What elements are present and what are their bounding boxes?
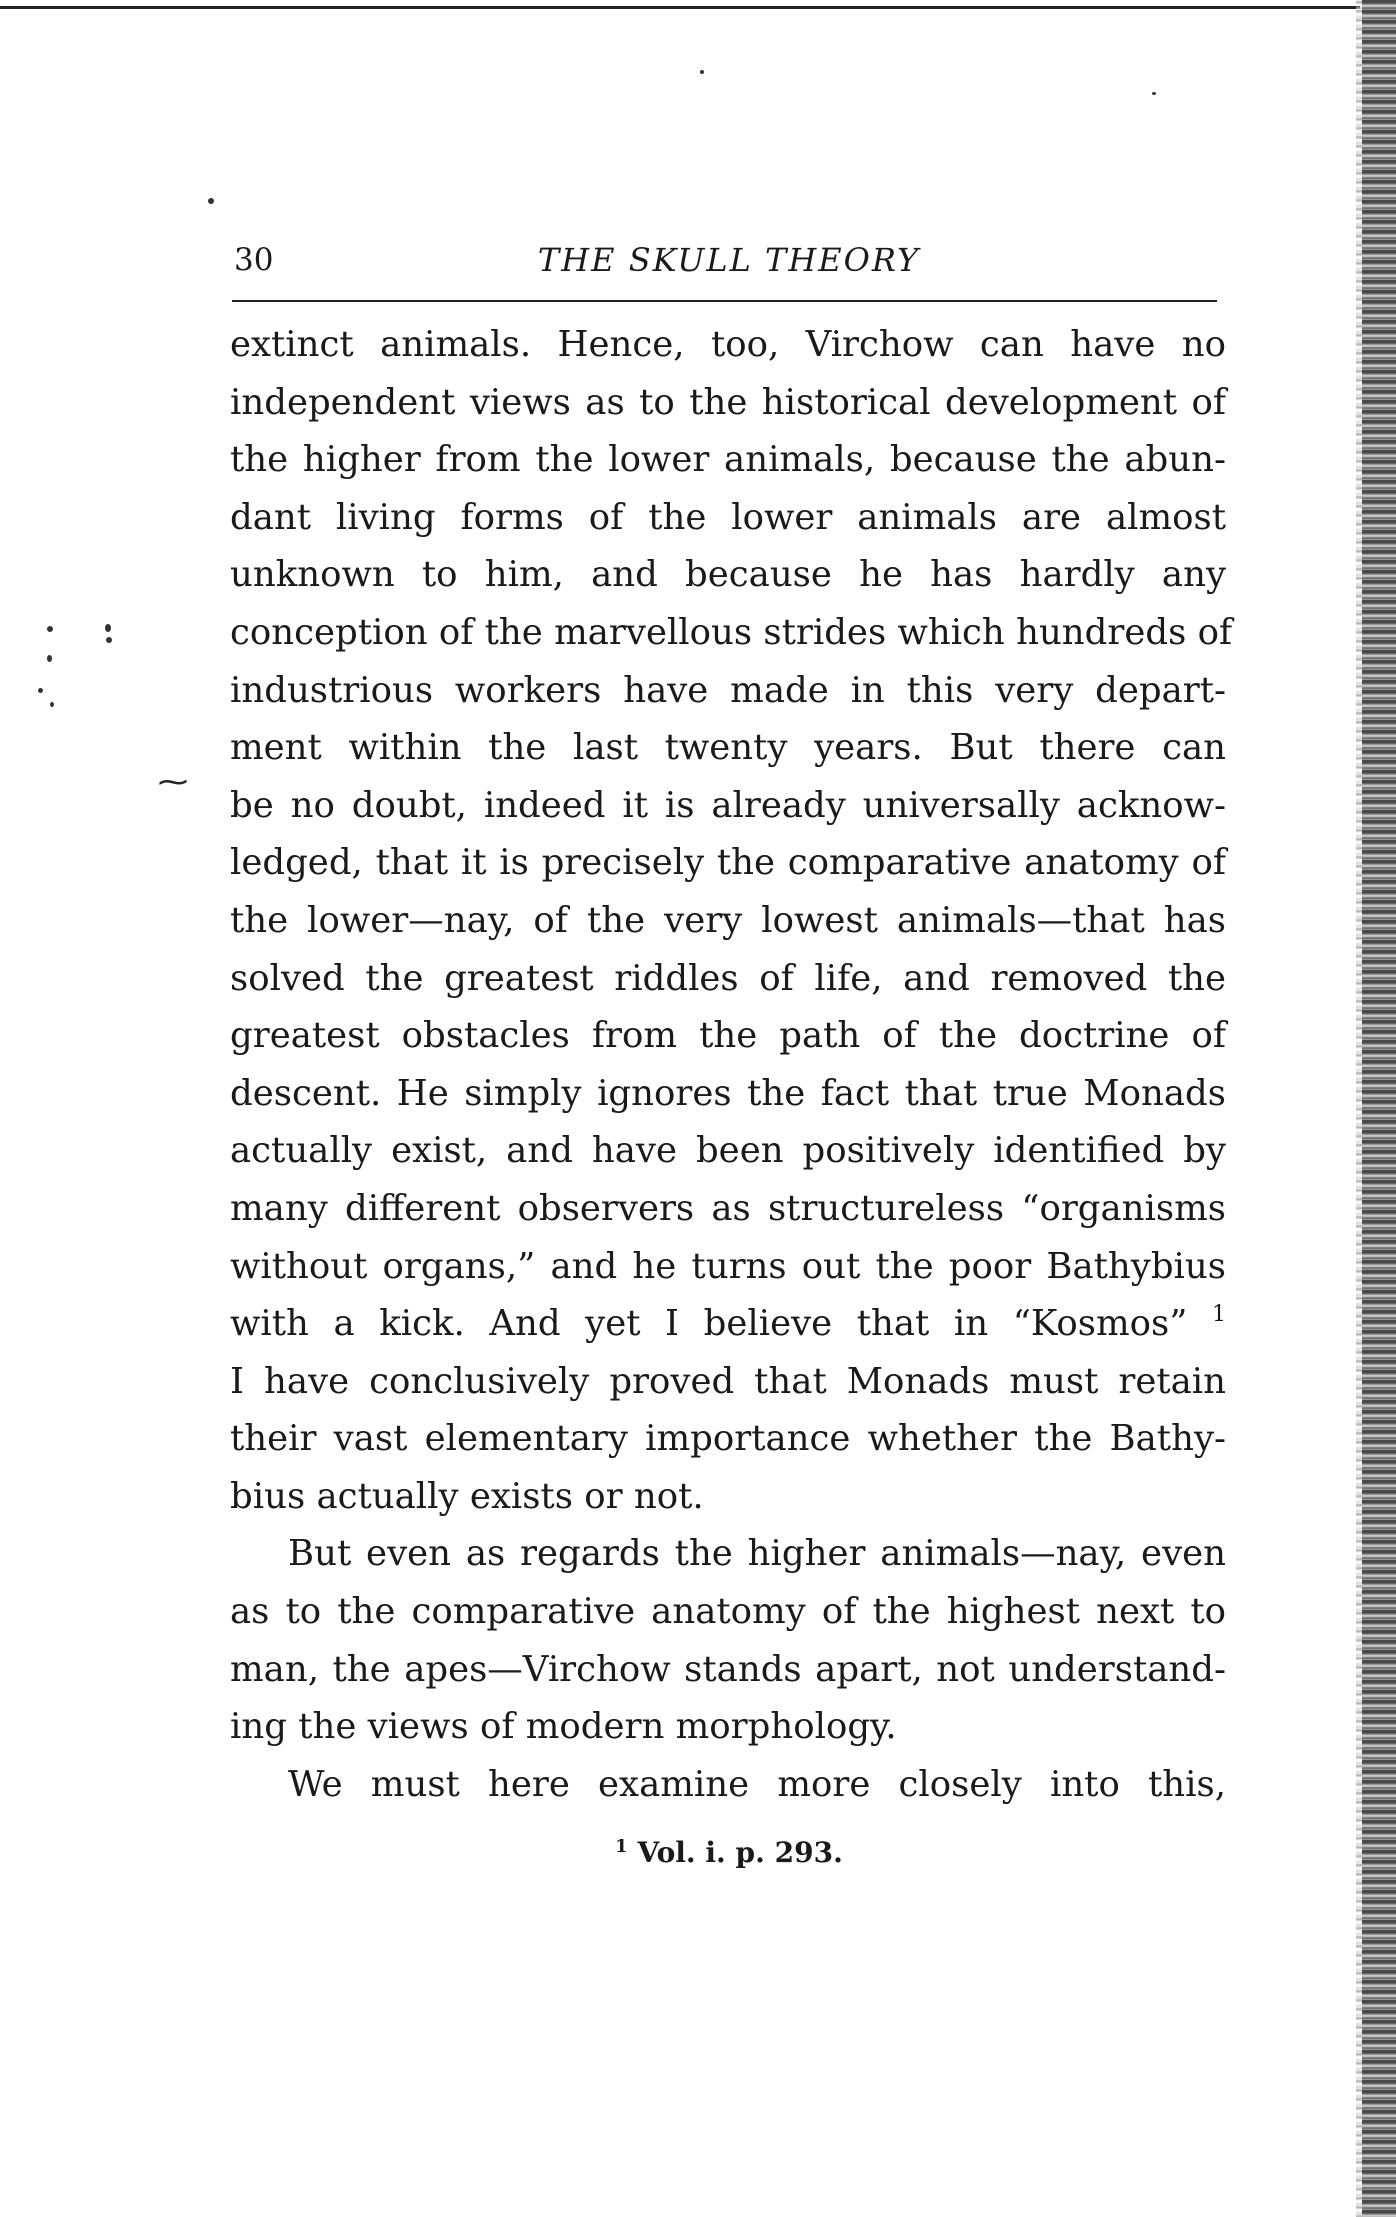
footnote <box>230 1829 1228 1871</box>
ink-speck <box>47 626 53 632</box>
text-line: as to the comparative anatomy of the highest next to <box>230 1591 1226 1633</box>
text-line: ing the views of modern morphology. <box>230 1706 897 1748</box>
ink-speck <box>47 655 52 662</box>
text-line: many different observers as structureless “organisms <box>230 1187 1226 1229</box>
text-line: greatest obstacles from the path of the doctrine of <box>230 1015 1226 1057</box>
ink-speck <box>105 624 111 632</box>
ink-speck <box>38 688 43 693</box>
text-line: ment within the last twenty years. But there can <box>230 727 1226 769</box>
text-line: ledged, that it is precisely the comparative anatomy of <box>230 842 1226 884</box>
page-top-edge <box>0 6 1360 9</box>
text-line: industrious workers have made in this very depart- <box>230 669 1226 711</box>
text-line: without organs,” and he turns out the poor Bathybius <box>230 1245 1226 1287</box>
text-line: descent. He simply ignores the fact that true Monads <box>230 1072 1226 1114</box>
book-spine-edge <box>1362 0 1396 2217</box>
text-line: solved the greatest riddles of life, and removed the <box>230 957 1226 999</box>
text-line: dant living forms of the lower animals are almost <box>230 496 1226 538</box>
page-number: 30 <box>234 242 274 278</box>
text-line-with-footnote <box>230 1295 1226 1353</box>
text-line: the lower—nay, of the very lowest animals—that has <box>230 899 1226 941</box>
margin-tick-mark: ⁓ <box>158 765 188 800</box>
paragraph-1 <box>230 316 1233 1525</box>
ink-speck <box>1152 92 1156 95</box>
text-line: extinct animals. Hence, too, Virchow can have no <box>230 324 1226 365</box>
ink-speck <box>50 702 54 707</box>
text-line: independent views as to the historical development of <box>230 381 1226 423</box>
footnote-text: Vol. i. p. 293. <box>637 1836 843 1870</box>
ink-speck <box>208 198 214 204</box>
text-line: man, the apes—Virchow stands apart, not understand- <box>230 1648 1226 1690</box>
text-line: actually exist, and have been positively identified by <box>230 1130 1226 1172</box>
text-line: unknown to him, and because he has hardly any <box>230 554 1226 596</box>
ink-speck <box>106 637 112 643</box>
paragraph-2 <box>230 1525 1226 1755</box>
text-line: But even as regards the higher animals—nay, even <box>288 1533 1226 1575</box>
running-head <box>230 238 1228 282</box>
footnote-marker: 1 <box>615 1836 628 1858</box>
text-line: their vast elementary importance whether the Bathy- <box>230 1418 1226 1460</box>
running-title: THE SKULL THEORY <box>537 241 921 279</box>
text-line: the higher from the lower animals, because the abun- <box>230 439 1226 481</box>
body-text <box>230 316 1233 1813</box>
text-line: We must here examine more closely into this, <box>288 1763 1226 1805</box>
text-line: bius actually exists or not. <box>230 1475 704 1517</box>
ink-speck <box>700 70 704 74</box>
text-line-content: with a kick. And yet I believe that in “Kosmos” <box>230 1303 1188 1345</box>
text-line: I have conclusively proved that Monads must retain <box>230 1360 1226 1402</box>
text-line: be no doubt, indeed it is already universally acknow- <box>230 784 1226 826</box>
paragraph-3 <box>230 1756 1226 1814</box>
text-line: conception of the marvellous strides which hundreds of <box>230 611 1233 653</box>
book-page <box>230 238 1233 1871</box>
header-rule <box>232 300 1217 302</box>
footnote-reference: 1 <box>1212 1302 1226 1328</box>
